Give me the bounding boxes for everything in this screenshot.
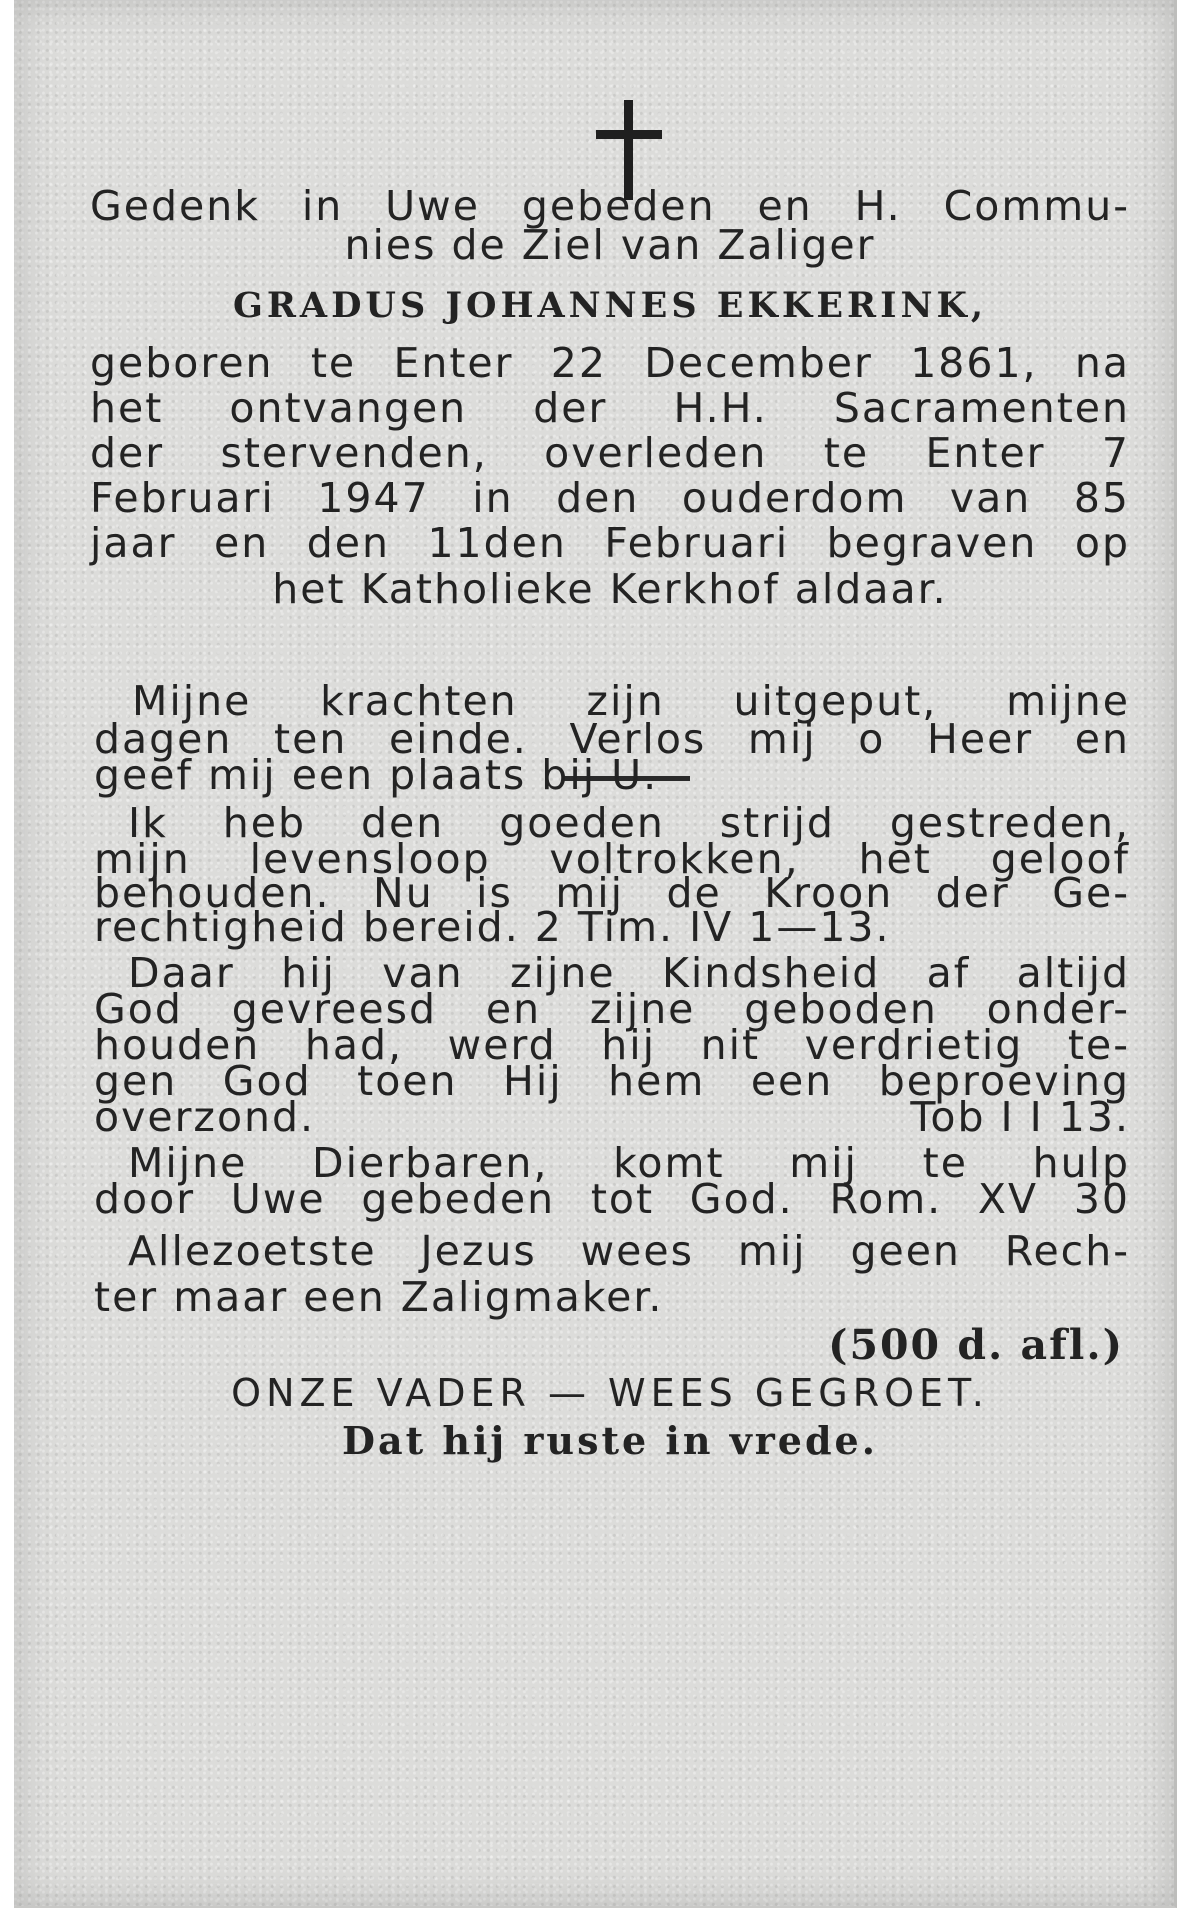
- bio-line-5: jaar en den 11den Februari begraven op: [90, 519, 1130, 567]
- verse2-line-3: behouden. Nu is mij de Kroon der Ge-: [94, 869, 1130, 917]
- verse2-line-1: Ik heb den goeden strijd gestreden,: [128, 799, 1130, 847]
- verse3-line-2: God gevreesd en zijne geboden onder-: [94, 985, 1130, 1033]
- verse1-line-2: dagen ten einde. Verlos mij o Heer en: [94, 715, 1130, 763]
- header-line-2: nies de Ziel van Zaliger: [344, 221, 876, 269]
- prayers-line: ONZE VADER — WEES GEGROET.: [231, 1371, 989, 1415]
- bio-line-6: het Katholieke Kerkhof aldaar.: [272, 565, 948, 613]
- bio-line-1: geboren te Enter 22 December 1861, na: [90, 339, 1130, 387]
- indulgence-note: (500 d. afl.): [828, 1321, 1124, 1369]
- verse5-line-2: ter maar een Zaligmaker.: [94, 1273, 664, 1321]
- verse2-line-4: rechtigheid bereid. 2 Tim. IV 1—13.: [94, 903, 891, 951]
- verse5-line-1: Allezoetste Jezus wees mij geen Rech-: [128, 1227, 1130, 1275]
- header-line-1: Gedenk in Uwe gebeden en H. Commu-: [90, 182, 1130, 230]
- memorial-card: [14, 0, 1177, 1908]
- bio-line-2: het ontvangen der H.H. Sacramenten: [90, 384, 1130, 432]
- verse3-line-3: houden had, werd hij nit verdrietig te-: [94, 1021, 1130, 1069]
- verse3-line-5: overzond.: [94, 1093, 316, 1141]
- deceased-name: GRADUS JOHANNES EKKERINK,: [232, 285, 988, 326]
- closing-line: Dat hij ruste in vrede.: [342, 1418, 878, 1463]
- verse4-line-2: door Uwe gebeden tot God. Rom. XV 30: [94, 1175, 1130, 1223]
- bio-line-4: Februari 1947 in den ouderdom van 85: [90, 474, 1130, 522]
- bio-line-3: der stervenden, overleden te Enter 7: [90, 429, 1130, 477]
- verse4-line-1: Mijne Dierbaren, komt mij te hulp: [128, 1139, 1130, 1187]
- verse3-line-4: gen God toen Hij hem een beproeving: [94, 1057, 1130, 1105]
- verse1-line-1: Mijne krachten zijn uitgeput, mijne: [132, 677, 1130, 725]
- verse2-line-2: mijn levensloop voltrokken, het geloof: [94, 835, 1130, 883]
- verse3-reference: Tob I I 13.: [910, 1093, 1130, 1141]
- verse1-line-3: geef mij een plaats bij U.: [94, 751, 659, 799]
- verse3-line-1: Daar hij van zijne Kindsheid af altijd: [128, 949, 1130, 997]
